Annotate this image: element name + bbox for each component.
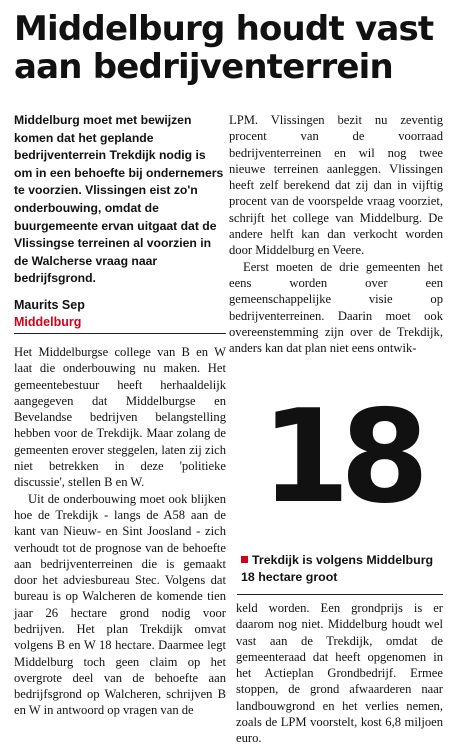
- byline-divider: [14, 333, 226, 334]
- right-column: [229, 112, 443, 356]
- body-paragraph-1: Het Middelburgse college van B en W laat die onderbouwing nu maken. Het gemeentebestuur heeft herhaaldelijk aangegeven dat Middelburgse en Bevelandse bedrijven belangstelling hebben voor de Trekdijk. Maar zolang de gemeenten erover steggelen, laten zij zich niet betrekken in deze 'politieke discussie', stellen B en W.: [14, 344, 226, 490]
- fact-divider: [237, 594, 443, 595]
- continued-column: [236, 600, 443, 747]
- fact-text: Trekdijk is volgens Middelburg 18 hectare groot: [241, 553, 434, 584]
- big-number-18: 18: [261, 383, 420, 532]
- headline: Middelburg houdt vast aan bedrijventerrein: [14, 9, 434, 87]
- body-paragraph-2: Uit de onderbouwing moet ook blijken hoe de Trekdijk - langs de A58 aan de kant van Nieuw- en Sint Joosland - zich verhoudt tot de prognose van de behoefte aan bedrijventerreinen die is gemaakt door het adviesbureau Stec. Volgens dat bureau is op Walcheren de komende tien jaar 26 hectare grond nodig voor bedrijven. Het plan Trekdijk omvat volgens B en W 18 hectare. Daarmee legt Middelburg toch geen claim op het overgrote deel van de behoefte aan bedrijfsgrond op Walcheren, schrijven B en W in antwoord op vragen van de: [14, 491, 226, 718]
- body-paragraph-3: LPM. Vlissingen bezit nu zeventig procent van de voorraad bedrijventerreinen en wil nog twee nieuwe terreinen aanleggen. Vlissingen heeft zelf berekend dat zij dan in vijftig procent van de voorspelde vraag voorziet, schrijft het college van Middelburg. De andere helft kan dan verkocht worden door Middelburg en Veere.: [229, 113, 443, 258]
- dateline: Middelburg: [14, 314, 82, 329]
- lead-paragraph: Middelburg moet met bewijzen komen dat het geplande bedrijventerrein Trekdijk nodig is om in een behoefte bij ondernemers te voorzien. Vlissingen eist zo'n onderbouwing, omdat de buurgemeente ervan uitgaat dat de Vlissingse terreinen al voorzien in de Walcherse vraag naar bedrijfsgrond.: [14, 113, 224, 286]
- fact-box: [241, 552, 441, 586]
- left-column: [14, 112, 226, 719]
- author-byline: Maurits Sep: [14, 297, 85, 312]
- red-square-icon: [241, 556, 248, 563]
- body-paragraph-5: keld worden. Een grondprijs is er daarom nog niet. Middelburg houdt wel vast aan de Trekdijk, omdat de gemeenteraad dat heeft opgenomen in het Actieplan Grondbedrijf. Ermee stoppen, de grond afwaarderen naar landbouwgrond en het verlies nemen, zoals de LPM voorstelt, kost 6,8 miljoen euro.: [236, 601, 443, 746]
- body-paragraph-4: Eerst moeten de drie gemeenten het eens worden over een gemeenschappelijke visie op bedrijventerreinen. Daarin moet ook overeenstemming zijn over de Trekdijk, anders kan dat plan niet eens ontwik-: [229, 259, 443, 356]
